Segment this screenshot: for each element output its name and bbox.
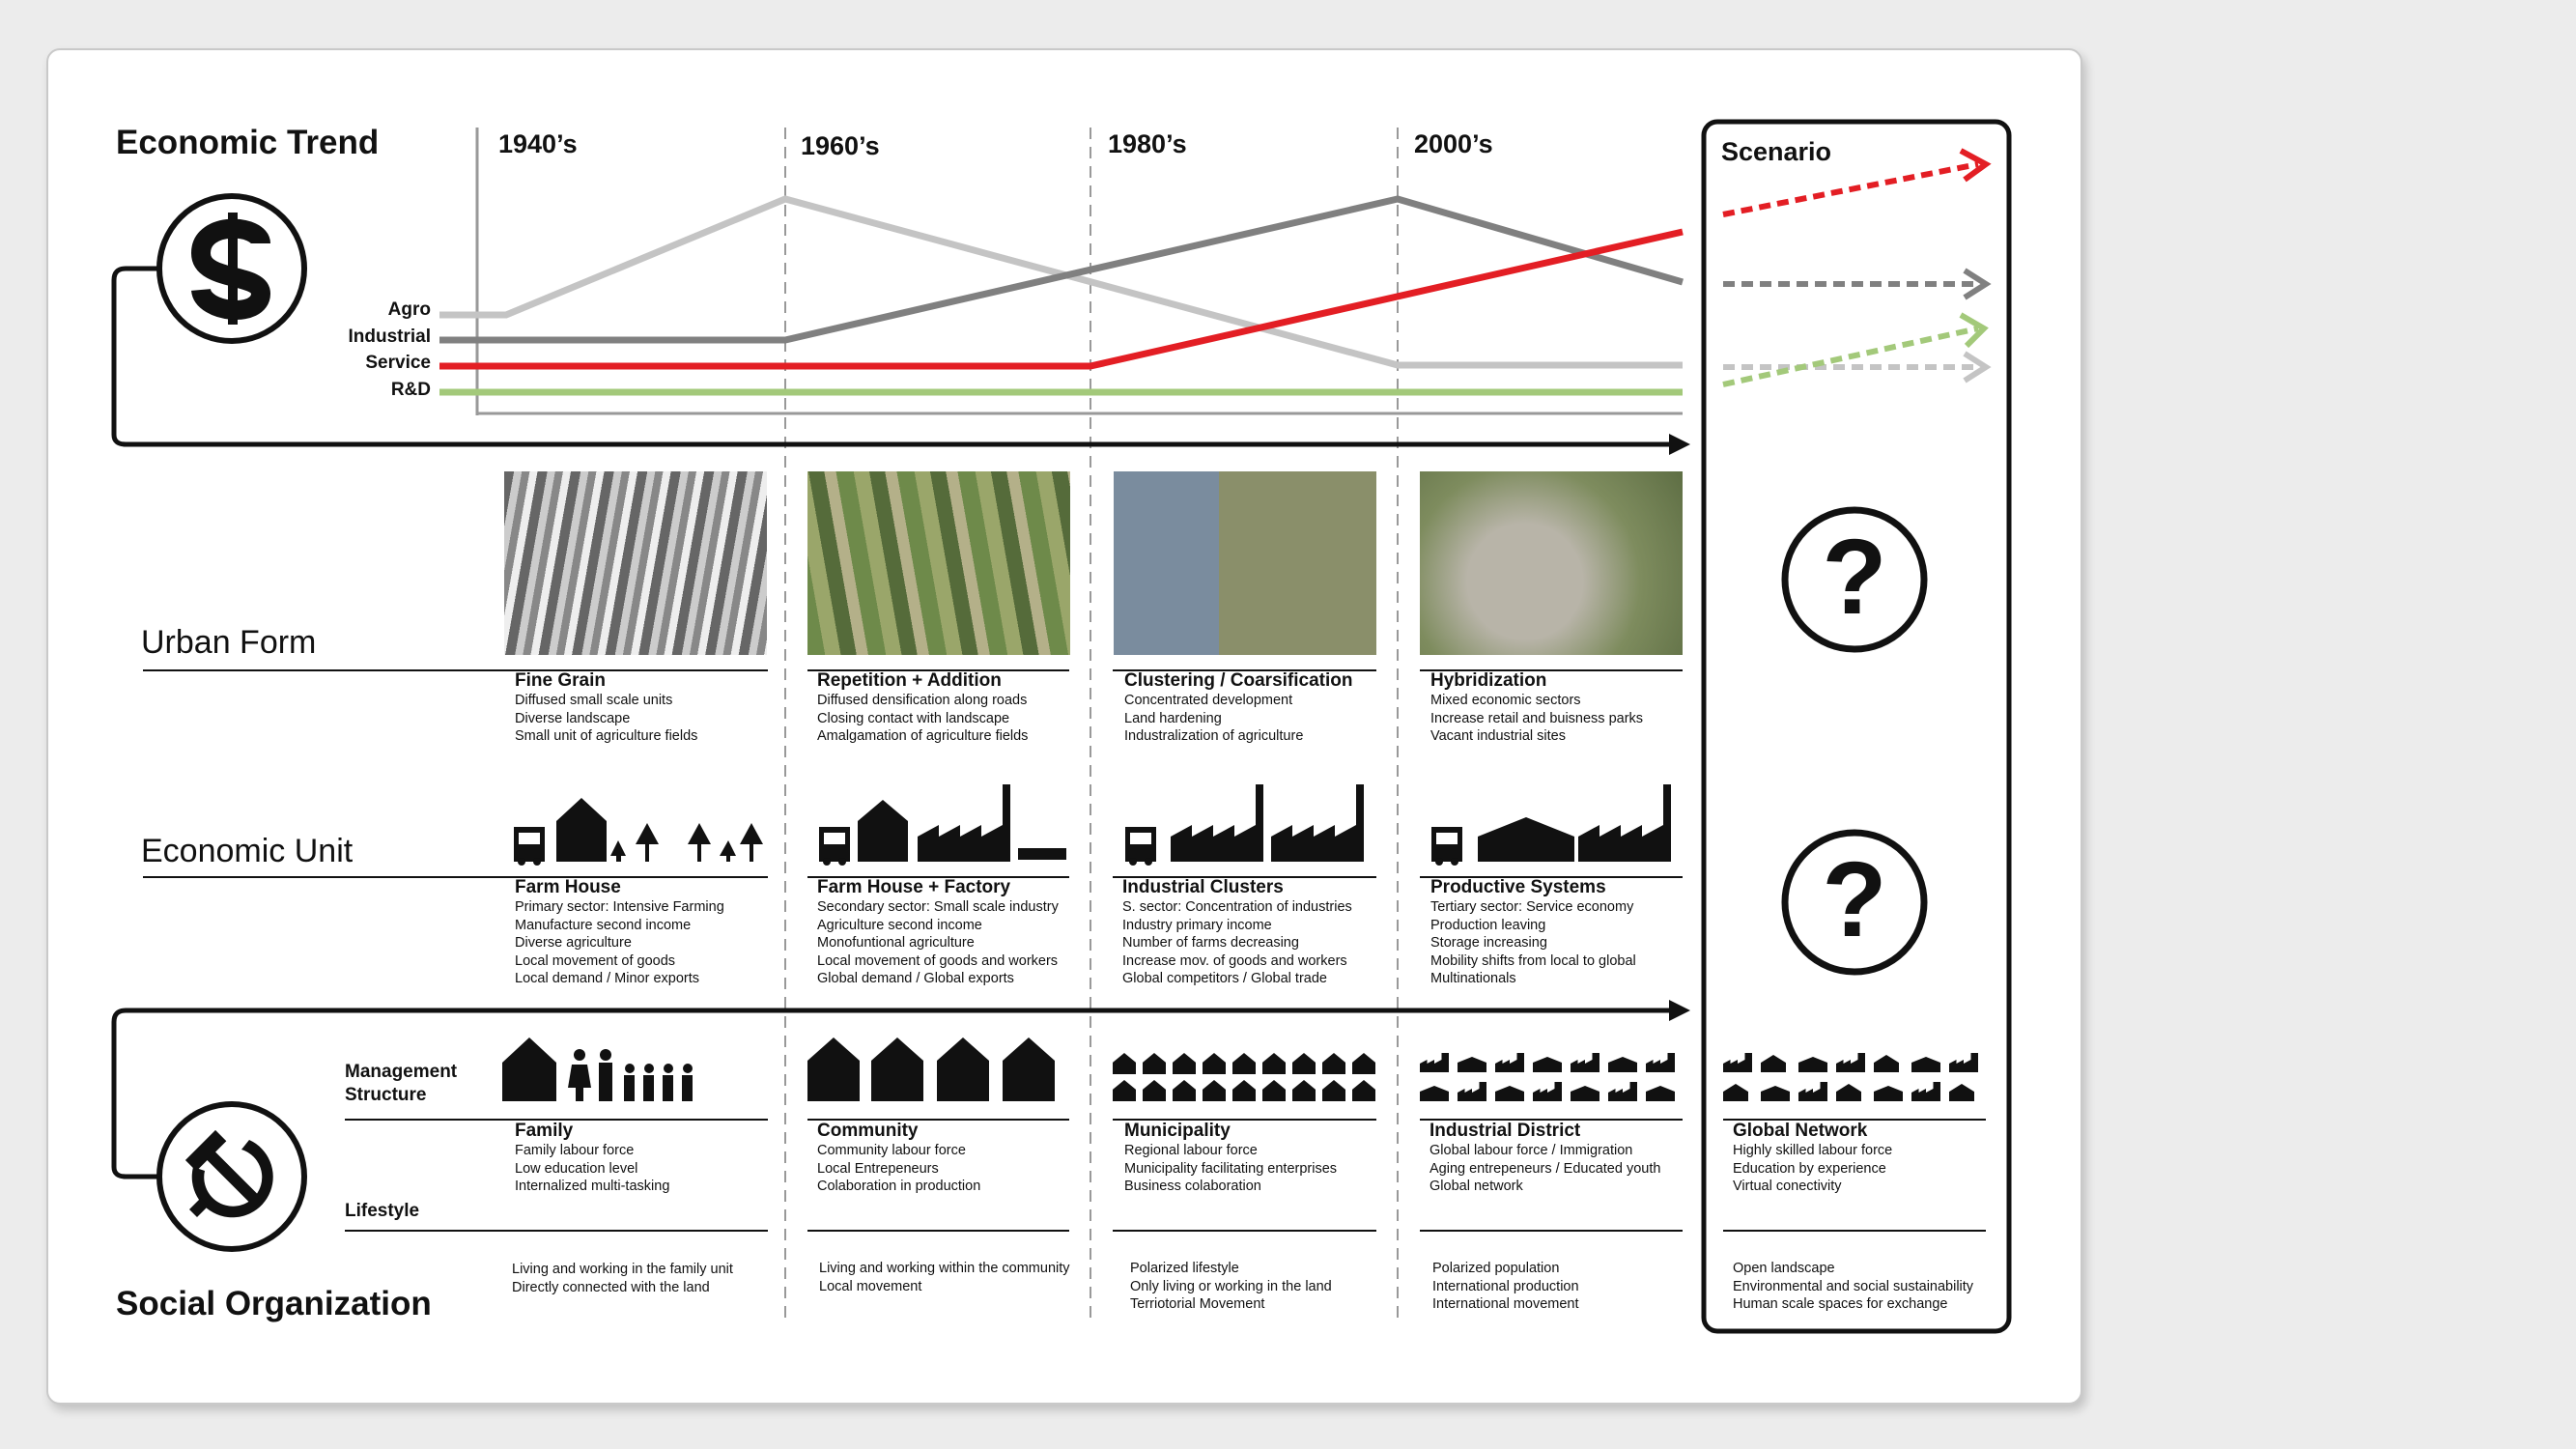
farm-house-icon <box>858 800 908 862</box>
lifestyle-line: Only living or working in the land <box>1130 1278 1332 1294</box>
economic-unit-title-1980: Industrial Clusters <box>1122 877 1284 897</box>
urban-form-col-1980 <box>1124 670 1352 746</box>
urban-form-title-1940: Fine Grain <box>515 670 606 691</box>
economic-unit-line: Local demand / Minor exports <box>515 971 700 986</box>
management-col-1980 <box>1124 1121 1337 1196</box>
family-people-icon <box>568 1049 693 1101</box>
management-title-2000: Industrial District <box>1430 1121 1581 1141</box>
management-line: Education by experience <box>1733 1160 1886 1177</box>
lifestyle-col-2000 <box>1432 1260 1579 1314</box>
urban-form-title: Urban Form <box>141 624 317 661</box>
management-title-scenario: Global Network <box>1733 1121 1868 1141</box>
family-house-icon <box>502 1037 556 1101</box>
economic-unit-title-1960: Farm House + Factory <box>817 877 1011 897</box>
economic-unit-col-1980 <box>1122 877 1352 988</box>
economic-unit-line: Local movement of goods and workers <box>817 952 1059 969</box>
farm-house-icon <box>556 798 607 862</box>
aerial-photo-1960 <box>807 471 1070 655</box>
economic-unit-line: Increase mov. of goods and workers <box>1122 952 1347 969</box>
management-title-1960: Community <box>817 1121 919 1141</box>
economic-unit-line: Monofuntional agriculture <box>817 935 975 951</box>
urban-form-line: Diffused densification along roads <box>817 693 1028 708</box>
economic-unit-title-1940: Farm House <box>515 877 621 897</box>
trend-line-industrial <box>439 199 1683 340</box>
scenario-arrow-service <box>1723 164 1978 214</box>
truck-icon <box>1125 827 1156 866</box>
truck-icon <box>514 827 545 866</box>
urban-form-title-2000: Hybridization <box>1430 670 1547 691</box>
crop-row-icon <box>1018 848 1066 860</box>
economic-unit-line: S. sector: Concentration of industries <box>1122 899 1352 915</box>
economic-unit-line: Number of farms decreasing <box>1122 935 1299 951</box>
scenario-question-mark-1: ? <box>1822 518 1887 637</box>
management-line: Business colaboration <box>1124 1179 1261 1194</box>
factory-icon <box>1578 784 1671 862</box>
urban-form-title-1980: Clustering / Coarsification <box>1124 670 1353 691</box>
lifestyle-line: Local movement <box>819 1278 922 1294</box>
trend-arrowhead <box>1669 434 1690 455</box>
economic-unit-line: Diverse agriculture <box>515 935 632 951</box>
lifestyle-line: Polarized population <box>1432 1261 1560 1276</box>
economic-unit-line: Secondary sector: Small scale industry <box>817 899 1059 915</box>
decade-1980: 1980’s <box>1108 129 1187 158</box>
urban-form-line: Small unit of agriculture fields <box>515 728 698 744</box>
lifestyle-line: Terriotorial Movement <box>1130 1296 1265 1312</box>
economic-unit-col-1940 <box>515 877 724 988</box>
urban-form-line: Land hardening <box>1124 710 1222 726</box>
urban-form-line: Industralization of agriculture <box>1124 728 1304 744</box>
urban-form-title-1960: Repetition + Addition <box>817 670 1002 691</box>
lifestyle-line: International production <box>1432 1278 1579 1294</box>
management-line: Aging entrepeneurs / Educated youth <box>1430 1160 1661 1177</box>
management-line: Internalized multi-tasking <box>515 1179 670 1194</box>
lifestyle-line: Living and working in the family unit <box>512 1262 733 1277</box>
management-line: Local Entrepeneurs <box>817 1160 939 1177</box>
social-organization-title: Social Organization <box>116 1285 432 1322</box>
management-line: Highly skilled labour force <box>1733 1143 1893 1158</box>
scenario-question-mark-2: ? <box>1822 840 1887 959</box>
economic-unit-line: Mobility shifts from local to global <box>1430 952 1636 969</box>
economic-unit-line: Multinationals <box>1430 971 1516 986</box>
aerial-photo-2000 <box>1420 471 1683 655</box>
economic-unit-col-2000 <box>1430 877 1636 988</box>
lifestyle-line: Open landscape <box>1733 1261 1835 1276</box>
lifestyle-col-1980 <box>1130 1260 1332 1314</box>
economic-unit-title-2000: Productive Systems <box>1430 877 1606 897</box>
economic-unit-title: Economic Unit <box>141 833 354 869</box>
urban-form-line: Increase retail and buisness parks <box>1430 710 1644 726</box>
economic-unit-line: Storage increasing <box>1430 935 1547 951</box>
trend-line-service <box>439 232 1683 366</box>
management-line: Virtual conectivity <box>1733 1179 1842 1194</box>
urban-form-line: Mixed economic sectors <box>1430 693 1581 708</box>
legend-rd: R&D <box>390 380 431 400</box>
management-line: Municipality facilitating enterprises <box>1124 1160 1338 1177</box>
urban-form-line: Diverse landscape <box>515 710 631 726</box>
urban-form-col-1960 <box>817 670 1028 746</box>
municipality-houses-icon <box>1113 1053 1375 1101</box>
management-title-1940: Family <box>515 1121 574 1141</box>
lifestyle-col-1960 <box>819 1260 1070 1295</box>
legend-service: Service <box>365 353 431 373</box>
urban-form-line: Vacant industrial sites <box>1430 728 1566 744</box>
decade-2000: 2000’s <box>1414 129 1493 158</box>
lifestyle-line: Directly connected with the land <box>512 1279 710 1295</box>
management-col-2000 <box>1430 1121 1660 1196</box>
legend-industrial: Industrial <box>348 327 431 347</box>
lifestyle-col-scenario <box>1733 1260 1973 1314</box>
community-houses-icon <box>807 1037 1055 1101</box>
economic-unit-line: Manufacture second income <box>515 917 692 933</box>
management-title-1980: Municipality <box>1124 1121 1231 1141</box>
aerial-photo-1980 <box>1114 471 1376 655</box>
economic-unit-line: Industry primary income <box>1122 917 1272 933</box>
lifestyle-line: Living and working within the community <box>819 1261 1070 1276</box>
factory-icon <box>1171 784 1263 862</box>
legend-agro: Agro <box>387 299 431 320</box>
factory-icon <box>1271 784 1364 862</box>
lifestyle-line: International movement <box>1432 1296 1579 1312</box>
management-line: Colaboration in production <box>817 1179 981 1194</box>
decade-1960: 1960’s <box>801 131 880 160</box>
urban-form-col-2000 <box>1430 670 1643 746</box>
management-col-1960 <box>817 1121 980 1196</box>
urban-form-col-1940 <box>515 670 697 746</box>
management-structure-label: Management Structure <box>345 1062 458 1105</box>
factory-icon <box>918 784 1010 862</box>
management-line: Regional labour force <box>1124 1143 1258 1158</box>
aerial-photo-1940 <box>504 471 767 655</box>
truck-icon <box>1431 827 1462 866</box>
economic-unit-line: Production leaving <box>1430 917 1546 933</box>
warehouse-icon <box>1478 817 1574 862</box>
management-col-1940 <box>515 1121 669 1196</box>
economic-unit-line: Agriculture second income <box>817 917 982 933</box>
global-network-icon <box>1723 1053 1978 1101</box>
truck-icon <box>819 827 850 866</box>
economic-unit-line: Global demand / Global exports <box>817 971 1014 986</box>
decade-1940: 1940’s <box>498 129 578 158</box>
lifestyle-label: Lifestyle <box>345 1201 420 1221</box>
urban-form-line: Diffused small scale units <box>515 693 673 708</box>
management-line: Global labour force / Immigration <box>1430 1143 1633 1158</box>
social-arrowhead <box>1669 1000 1690 1021</box>
urban-form-line: Concentrated development <box>1124 693 1293 708</box>
management-col-scenario <box>1733 1121 1892 1196</box>
lifestyle-line: Polarized lifestyle <box>1130 1261 1239 1276</box>
management-line: Family labour force <box>515 1143 635 1158</box>
economic-unit-line: Tertiary sector: Service economy <box>1430 899 1634 915</box>
scenario-title: Scenario <box>1721 137 1832 166</box>
management-line: Community labour force <box>817 1143 966 1158</box>
economic-unit-line: Local movement of goods <box>515 952 676 969</box>
lifestyle-line: Environmental and social sustainability <box>1733 1278 1974 1294</box>
management-line: Low education level <box>515 1160 638 1177</box>
urban-form-line: Closing contact with landscape <box>817 710 1010 726</box>
lifestyle-col-1940 <box>512 1261 733 1296</box>
economic-trend-title: Economic Trend <box>116 124 380 161</box>
economic-unit-col-1960 <box>817 877 1059 988</box>
economic-unit-line: Primary sector: Intensive Farming <box>515 899 724 915</box>
tree-row-icon <box>610 823 763 862</box>
scenario-arrow-rd <box>1723 328 1978 384</box>
management-line: Global network <box>1430 1179 1523 1194</box>
urban-form-line: Amalgamation of agriculture fields <box>817 728 1029 744</box>
economic-unit-line: Global competitors / Global trade <box>1122 971 1327 986</box>
industrial-district-icon <box>1420 1053 1675 1101</box>
lifestyle-line: Human scale spaces for exchange <box>1733 1296 1948 1312</box>
